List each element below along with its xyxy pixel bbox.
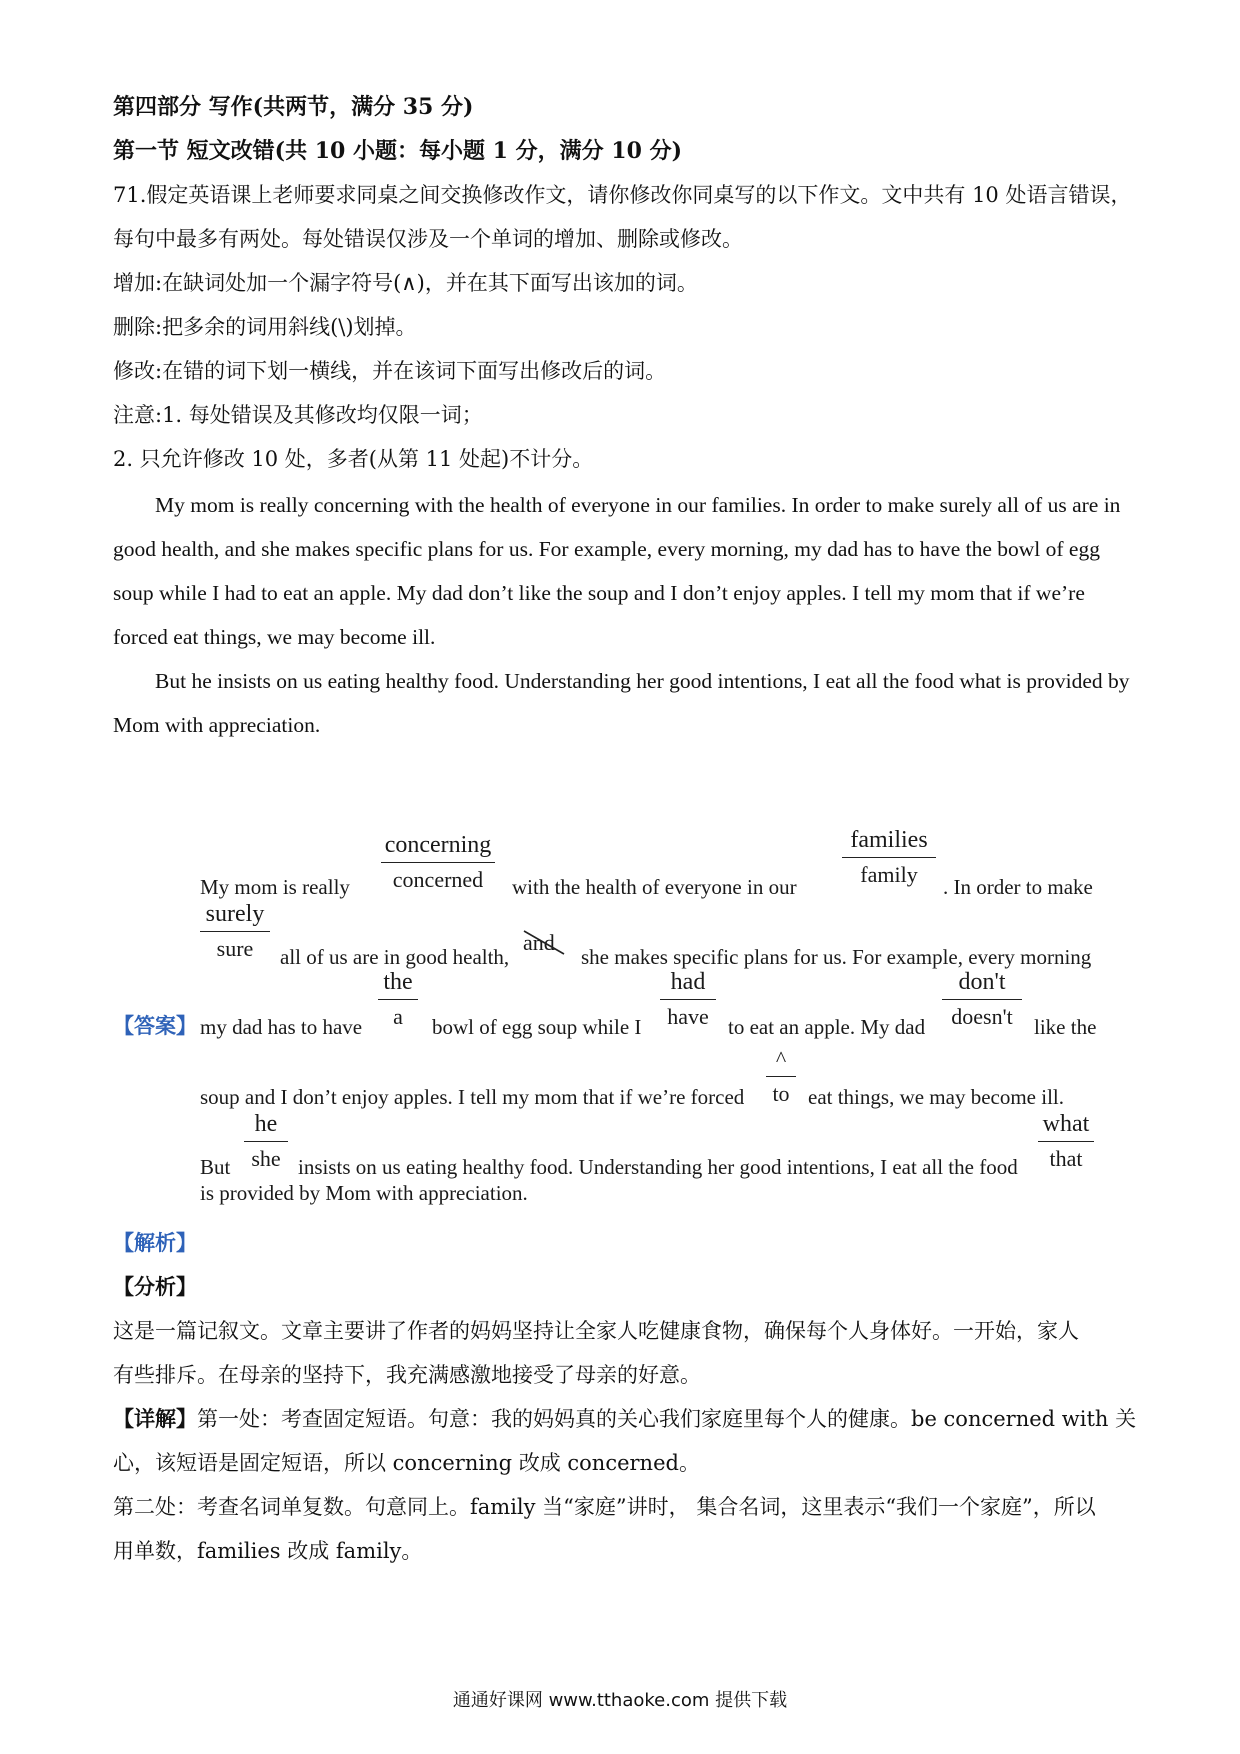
wrong-word: had <box>670 969 706 995</box>
answer-text: my dad has to have <box>200 1015 363 1039</box>
correction-had <box>660 968 716 1030</box>
passage-line: But he insists on us eating healthy food. Understanding her good intentions, I eat all the food what is provided by <box>155 669 1130 693</box>
right-word: to <box>772 1081 790 1106</box>
correction-insert-to <box>766 1045 796 1107</box>
underline <box>842 857 936 858</box>
underline <box>942 999 1022 1000</box>
answer-label: 【答案】 <box>113 1014 197 1038</box>
wrong-word: surely <box>205 901 265 927</box>
deleted-word: and <box>523 930 555 955</box>
right-word: a <box>393 1004 403 1029</box>
passage-line: My mom is really concerning with the health of everyone in our families. In order to make surely all of us are in <box>155 493 1121 517</box>
correction-what <box>1038 1110 1094 1172</box>
wrong-word: families <box>850 827 928 853</box>
analysis-label: 【解析】 <box>113 1230 197 1255</box>
correction-families <box>842 826 936 888</box>
answer-text: insists on us eating healthy food. Understanding her good intentions, I eat all the food <box>298 1155 1018 1179</box>
right-word: that <box>1049 1146 1083 1171</box>
answer-text: . In order to make <box>943 875 1093 899</box>
underline <box>381 862 495 863</box>
detail-text: 第一处：考查固定短语。句意：我的妈妈真的关心我们家庭里每个人的健康。be concerned with 关 <box>197 1407 1137 1431</box>
part-heading: 第四部分 写作(共两节，满分 35 分) <box>113 94 474 120</box>
instruction-line: 每句中最多有两处。每处错误仅涉及一个单词的增加、删除或修改。 <box>113 227 743 251</box>
right-word: have <box>667 1004 709 1029</box>
answer-text: My mom is really <box>200 875 350 899</box>
footer-watermark: 通通好课网 www.tthaoke.com 提供下载 <box>452 1690 788 1711</box>
answer-text: But <box>200 1155 231 1179</box>
underline <box>766 1076 796 1077</box>
wrong-word: don't <box>958 969 1006 995</box>
right-word: doesn't <box>951 1004 1013 1029</box>
answer-text: all of us are in good health, <box>280 945 510 969</box>
answer-text: with the health of everyone in our <box>512 875 797 899</box>
underline <box>660 999 716 1000</box>
underline <box>244 1141 288 1142</box>
analysis-line: 这是一篇记叙文。文章主要讲了作者的妈妈坚持让全家人吃健康食物，确保每个人身体好。一开始，家人 <box>113 1319 1079 1343</box>
underline <box>1038 1141 1094 1142</box>
fenxi-label: 【分析】 <box>113 1274 197 1299</box>
detail-line: 用单数，families 改成 family。 <box>113 1539 423 1563</box>
right-word: family <box>860 862 918 887</box>
instruction-line: 2. 只允许修改 10 处，多者(从第 11 处起)不计分。 <box>113 447 594 471</box>
detail-label: 【详解】 <box>113 1406 197 1431</box>
instruction-line: 删除:把多余的词用斜线(\)划掉。 <box>113 315 417 339</box>
passage-line: Mom with appreciation. <box>113 713 321 737</box>
instruction-line: 71.假定英语课上老师要求同桌之间交换修改作文，请你修改你同桌写的以下作文。文中共有 10 处语言错误， <box>113 183 1132 207</box>
detail-line <box>113 1404 1137 1434</box>
answer-text: is provided by Mom with appreciation. <box>200 1181 528 1205</box>
correction-dont <box>942 968 1022 1030</box>
answer-text: eat things, we may become ill. <box>808 1085 1065 1109</box>
detail-line: 心，该短语是固定短语，所以 concerning 改成 concerned。 <box>113 1451 700 1475</box>
analysis-line: 有些排斥。在母亲的坚持下，我充满感激地接受了母亲的好意。 <box>113 1363 701 1387</box>
instruction-line: 注意:1. 每处错误及其修改均仅限一词； <box>113 403 483 427</box>
answer-text: she makes specific plans for us. For example, every morning <box>581 945 1092 969</box>
answer-text: like the <box>1034 1015 1097 1039</box>
underline <box>378 999 418 1000</box>
correction-he <box>244 1110 288 1172</box>
answer-text: soup and I don’t enjoy apples. I tell my mom that if we’re forced <box>200 1085 745 1109</box>
detail-line: 第二处：考查名词单复数。句意同上。family 当“家庭”讲时， 集合名词，这里表示“我们一个家庭”，所以 <box>113 1495 1096 1519</box>
correction-the <box>378 968 418 1030</box>
wrong-word: what <box>1042 1111 1090 1137</box>
section-heading: 第一节 短文改错(共 10 小题：每小题 1 分，满分 10 分) <box>113 138 682 164</box>
caret-icon: ^ <box>775 1046 787 1071</box>
answer-text: to eat an apple. My dad <box>728 1015 926 1039</box>
correction-surely <box>200 900 270 962</box>
underline <box>200 931 270 932</box>
right-word: concerned <box>392 867 484 892</box>
delete-slash-icon <box>522 928 568 958</box>
right-word: sure <box>216 936 254 961</box>
correction-concerning <box>381 831 495 893</box>
wrong-word: concerning <box>384 832 492 858</box>
passage-line: soup while I had to eat an apple. My dad don’t like the soup and I don’t enjoy apples. I tell my mom that if we’re <box>113 581 1085 605</box>
wrong-word: the <box>383 969 413 995</box>
wrong-word: he <box>254 1111 278 1137</box>
answer-text: bowl of egg soup while I <box>432 1015 642 1039</box>
passage-line: good health, and she makes specific plans for us. For example, every morning, my dad has to have the bowl of egg <box>113 537 1100 561</box>
instruction-line: 增加:在缺词处加一个漏字符号(∧)，并在其下面写出该加的词。 <box>113 271 698 295</box>
right-word: she <box>251 1146 281 1171</box>
instruction-line: 修改:在错的词下划一横线，并在该词下面写出修改后的词。 <box>113 359 667 383</box>
passage-line: forced eat things, we may become ill. <box>113 625 436 649</box>
